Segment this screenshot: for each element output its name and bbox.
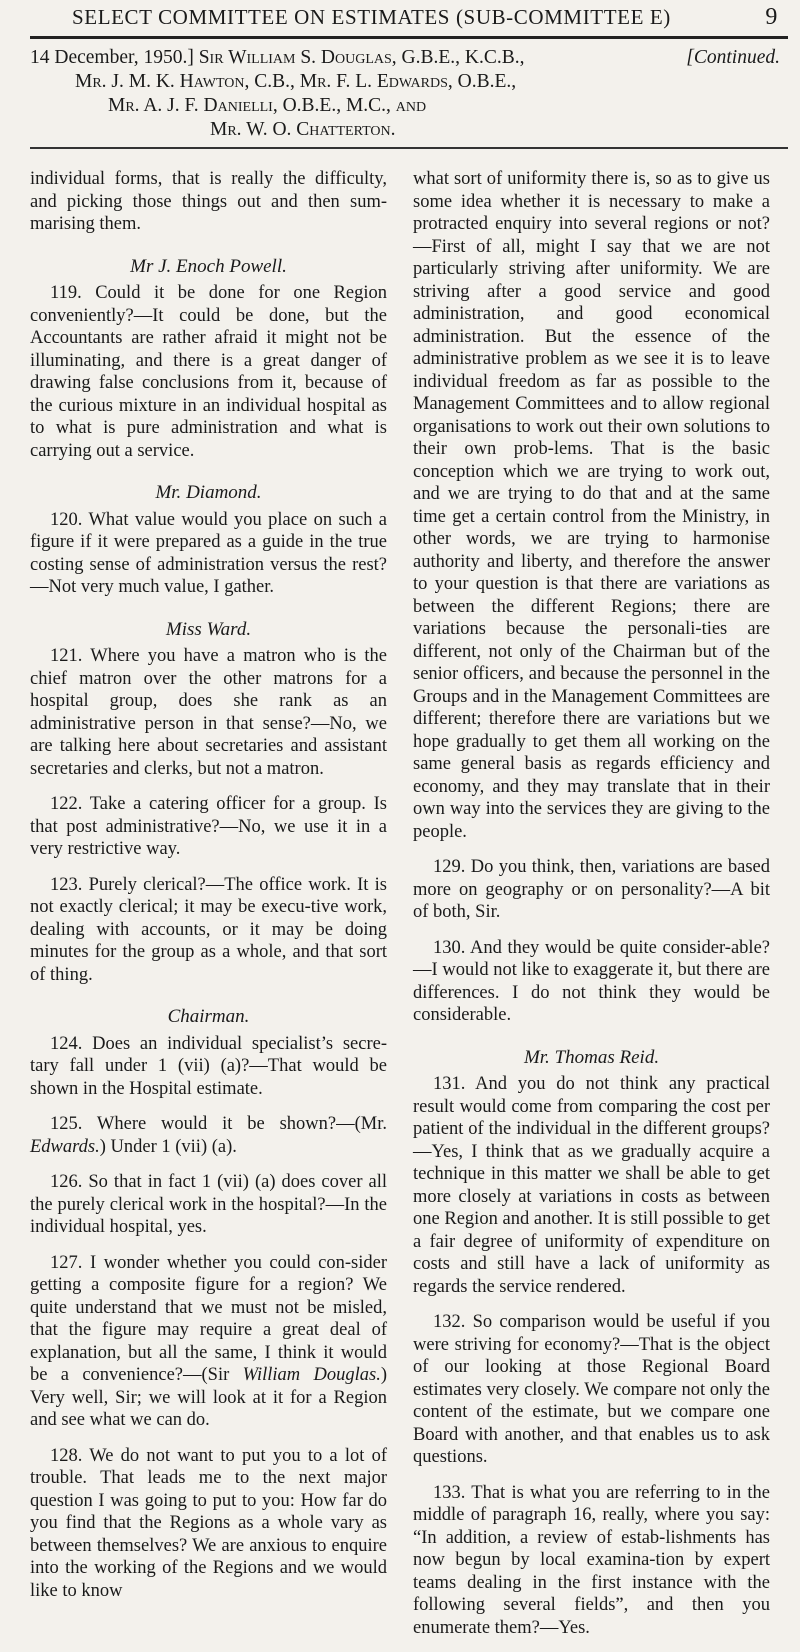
- sitting-line-1: [30, 46, 780, 70]
- speaker-heading: [30, 256, 387, 279]
- continued-label: [Continued.: [686, 47, 780, 68]
- speaker-heading: [30, 482, 387, 505]
- sitting-line-4: Mr. W. O. Chatterton.: [210, 119, 396, 140]
- speaker-title: Mr.: [155, 482, 182, 503]
- paragraph-133: 133. That is what you are referring to in the middle of paragraph 16, really, where you say: “In addition, a review of estab-lishments has now begun by local examina-tion by expert teams dealing in the first instance with the following several fields”, and then you enumerate them?—Yes.: [413, 1482, 770, 1638]
- right-column: [413, 168, 770, 1652]
- speaker-heading: [413, 1047, 770, 1070]
- sitting-date: 14 December, 1950.]: [30, 47, 194, 68]
- paragraph: individual forms, that is really the difficulty, and picking those things out and then sum-marising them.: [30, 169, 387, 234]
- paragraph-124: 124. Does an individual specialist’s secre-tary fall under 1 (vii) (a)?—That would be shown in the Hospital estimate.: [30, 1033, 387, 1099]
- speaker-name: Chairman.: [167, 1006, 250, 1027]
- text-run: ) Very well, Sir; we will look at it for a Region and see what we can do.: [30, 1365, 388, 1430]
- paragraph-126: 126. So that in fact 1 (vii) (a) does cover all the purely clerical work in the hospital?—In the individual hospital, yes.: [30, 1172, 387, 1237]
- header-rule: [30, 147, 788, 149]
- paragraph-120: 120. What value would you place on such a figure if it were prepared as a guide in the true costing sense of administration versus the rest?—Not very much value, I gather.: [30, 509, 387, 597]
- speaker-heading: [30, 619, 387, 642]
- speaker-name: Ward.: [206, 618, 252, 640]
- paragraph-119: 119. Could it be done for one Region conveniently?—It could be done, but the Accountants are rather afraid it might not be illuminating, and there is a great danger of drawing false conclusions from it, because of the curious mixture in an individual hospital as to what is pure administration and what is carrying out a service.: [30, 283, 387, 461]
- paragraph-125: [30, 1113, 387, 1158]
- sitting-line-3: Mr. A. J. F. Danielli, O.B.E., M.C., and: [108, 95, 427, 116]
- running-head: [72, 4, 778, 31]
- sitting-header: [30, 46, 780, 142]
- speaker-title: Mr: [130, 255, 154, 277]
- paragraph-130: 130. And they would be quite consider-able?—I would not like to exaggerate it, but there are differences. I do not think they would be considerable.: [413, 937, 770, 1025]
- paragraph-122: 122. Take a catering officer for a group. Is that post administrative?—No, we use it in a very restrictive way.: [30, 794, 387, 859]
- sitting-date-witness: [30, 46, 525, 70]
- running-title: SELECT COMMITTEE ON ESTIMATES (SUB-COMMITTEE E): [72, 5, 671, 29]
- speaker-heading: [30, 1006, 387, 1029]
- text-run: 127. I wonder whether you could con-sider getting a composite figure for a region? We quite understand that we must not be misled, that the figure may require a great deal of explanation, but all the same, I think it would be a convenience?—(Sir: [30, 1252, 387, 1385]
- paragraph-123: 123. Purely clerical?—The office work. It is not exactly clerical; it may be execu-tive work, dealing with accounts, or it may be doing minutes for the group as a whole, and that sort of thing.: [30, 874, 387, 985]
- speaker-name: Diamond.: [186, 482, 262, 503]
- text-run: 125. Where would it be shown?—(Mr.: [50, 1114, 387, 1134]
- witness-name: Edwards.: [30, 1136, 100, 1157]
- paragraph-129: 129. Do you think, then, variations are based more on geography or on personality?—A bit of both, Sir.: [413, 857, 770, 922]
- witness-name: William Douglas.: [242, 1365, 381, 1385]
- text-run: ) Under 1 (vii) (a).: [99, 1136, 237, 1157]
- speaker-name: J. Enoch Powell.: [158, 255, 287, 277]
- paragraph-128: 128. We do not want to put you to a lot of trouble. That leads me to the next major question I was going to put to you: How far do you find that the Regions as a whole vary as between themselves? We are anxious to enquire into the working of the Regions and we would like to know: [30, 1445, 387, 1601]
- paragraph-132: 132. So comparison would be useful if you were striving for economy?—That is the object of our looking at those Regional Board estimates very closely. We compare not only the content of the estimate, but we compare one Board with another, and that enables us to ask questions.: [413, 1312, 770, 1467]
- paragraph-127: [30, 1252, 387, 1432]
- speaker-title: Mr.: [523, 1046, 550, 1068]
- left-column: [30, 168, 387, 1615]
- speaker-title: Miss: [165, 618, 202, 640]
- page-number: 9: [765, 4, 778, 30]
- paragraph: what sort of uniformity there is, so as to give us some idea whether it is necessary to make a protracted enquiry into several regions or not?—First of all, might I say that we are not particularly striving after uniformity. We are striving after a good service and good administration, and good economical administration. But the essence of the administrative problem as we see it is to leave individual freedom as far as possible to the Management Committees and to allow regional organisations to work out their own solutions to their own prob-lems. That is the basic conception which we are trying to work out, and we are trying to do that and at the same time get a certain control from the Ministry, in other words, we are trying to harmonise authority and liberty, and therefore the answer to your question is that there are variations as between the different Regions; there are variations because the personali-ties are different, not only of the Chairman but of the senior officers, and because the personnel in the Groups and in the Management Committees are different; therefore there are variations but we hope gradually to get them all working on the same general basis as regards efficiency and economy, and they may translate that in their own way into the services they are giving to the people.: [413, 169, 770, 842]
- top-rule: [30, 36, 788, 39]
- speaker-name: Thomas Reid.: [554, 1046, 660, 1068]
- paragraph-121: 121. Where you have a matron who is the chief matron over the other matrons for a hospital group, does she rank as an administrative person in that sense?—No, we are talking here about secretaries and assistant secretaries and clerks, but not a matron.: [30, 646, 387, 779]
- paragraph-131: 131. And you do not think any practical result would come from comparing the cost per patient of the individual in the different groups?—Yes, I think that as we gradually acquire a technique in this matter we shall be able to get more closely at variations in costs as between one Region and another. It is still possible to get a fair degree of uniformity of expenditure on costs and still have a lack of uniformity as regards the service rendered.: [413, 1074, 770, 1297]
- witness-1: Sir William S. Douglas, G.B.E., K.C.B.,: [198, 47, 525, 68]
- sitting-line-2: Mr. J. M. K. Hawton, C.B., Mr. F. L. Edwards, O.B.E.,: [75, 71, 517, 92]
